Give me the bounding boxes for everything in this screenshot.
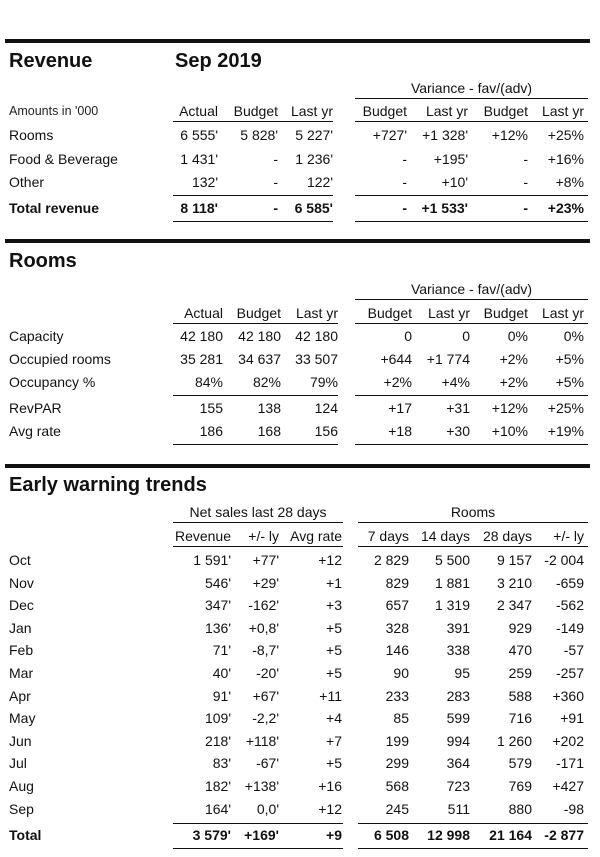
table-cell: +17 — [388, 400, 412, 416]
column-header: Last yr — [290, 103, 333, 119]
table-cell: 1 591' — [193, 552, 231, 568]
column-header: +/- ly — [553, 528, 584, 544]
table-cell: +12 — [318, 801, 342, 817]
table-cell: 657 — [385, 597, 409, 613]
header-underline — [173, 546, 343, 547]
table-cell: 994 — [446, 733, 470, 749]
table-cell: -2 877 — [544, 827, 584, 843]
table-cell: +30 — [446, 423, 470, 439]
table-cell: 364 — [446, 755, 470, 771]
table-cell: -8,7' — [252, 642, 279, 658]
row-label: Capacity — [9, 328, 64, 344]
column-header: Last yr — [427, 305, 470, 321]
table-cell: +4% — [441, 374, 470, 390]
table-cell: 0% — [563, 328, 584, 344]
table-cell: +11 — [319, 688, 342, 704]
table-cell: 132' — [191, 174, 218, 190]
table-cell: 0% — [507, 328, 528, 344]
table-cell: +118' — [245, 733, 279, 749]
group-line — [355, 395, 588, 396]
table-cell: +169' — [244, 827, 279, 843]
table-cell: 33 507 — [295, 351, 338, 367]
table-cell: -162' — [248, 597, 279, 613]
table-cell: 1 881 — [434, 575, 470, 591]
table-cell: 769 — [508, 778, 532, 794]
table-cell: 138 — [257, 400, 281, 416]
table-cell: +5% — [555, 351, 584, 367]
table-cell: 186 — [199, 423, 223, 439]
table-cell: -659 — [555, 575, 584, 591]
table-cell: +5 — [326, 755, 342, 771]
row-label: Dec — [9, 597, 34, 613]
table-cell: 328 — [385, 620, 409, 636]
table-cell: 122' — [306, 174, 333, 190]
table-cell: 12 998 — [427, 827, 470, 843]
table-cell: +2% — [499, 351, 528, 367]
table-cell: 42 180 — [180, 328, 223, 344]
table-cell: 84% — [194, 374, 223, 390]
table-cell: +5% — [555, 374, 584, 390]
row-label: Occupancy % — [9, 374, 96, 390]
table-cell: +16% — [547, 151, 584, 167]
total-underline — [173, 221, 333, 222]
row-label: Apr — [9, 688, 31, 704]
table-cell: 5 500 — [434, 552, 470, 568]
header-underline — [173, 323, 338, 324]
table-cell: 95 — [454, 665, 470, 681]
column-header: Budget — [483, 103, 528, 119]
table-cell: +31 — [446, 400, 470, 416]
table-cell: -2,2' — [252, 710, 279, 726]
table-cell: 168 — [257, 423, 281, 439]
variance-header: Variance - fav/(adv) — [410, 281, 533, 297]
table-cell: +67' — [252, 688, 279, 704]
group-line — [173, 395, 338, 396]
subtotal-line — [355, 195, 588, 196]
table-cell: 82% — [252, 374, 281, 390]
table-cell: +138' — [244, 778, 279, 794]
table-cell: 109' — [204, 710, 231, 726]
row-label: Mar — [9, 665, 34, 681]
table-cell: 599 — [446, 710, 470, 726]
column-header: 28 days — [482, 528, 532, 544]
table-cell: 155 — [199, 400, 223, 416]
table-cell: +18 — [388, 423, 412, 439]
table-cell: -2 004 — [544, 552, 584, 568]
table-cell: 347' — [204, 597, 231, 613]
table-cell: +202 — [552, 733, 584, 749]
table-cell: 568 — [385, 778, 409, 794]
table-cell: -562 — [555, 597, 584, 613]
variance-header: Variance - fav/(adv) — [410, 80, 533, 96]
table-cell: +25% — [547, 127, 584, 143]
table-cell: +16 — [318, 778, 342, 794]
table-cell: 85 — [393, 710, 409, 726]
column-header: Budget — [483, 305, 528, 321]
table-cell: 0,0' — [256, 801, 279, 817]
table-cell: 723 — [446, 778, 470, 794]
table-cell: 182' — [204, 778, 231, 794]
row-label: Avg rate — [9, 423, 61, 439]
table-cell: 233 — [385, 688, 409, 704]
table-cell: 40' — [212, 665, 231, 681]
row-label: Other — [9, 174, 45, 190]
table-cell: - — [273, 200, 278, 216]
table-cell: +91 — [560, 710, 584, 726]
table-cell: -257 — [555, 665, 584, 681]
table-cell: -149 — [555, 620, 584, 636]
table-cell: 218' — [204, 733, 231, 749]
table-cell: +10% — [491, 423, 528, 439]
table-cell: +12% — [491, 400, 528, 416]
group-header-rooms: Rooms — [450, 504, 496, 520]
row-label: RevPAR — [9, 400, 62, 416]
total-underline — [173, 848, 343, 849]
table-cell: +29' — [252, 575, 279, 591]
table-cell: 0 — [404, 328, 412, 344]
table-cell: 42 180 — [238, 328, 281, 344]
column-header: Revenue — [174, 528, 231, 544]
table-cell: 338 — [446, 642, 470, 658]
table-cell: 164' — [204, 801, 231, 817]
column-header: Budget — [367, 305, 412, 321]
table-cell: 79% — [309, 374, 338, 390]
table-cell: +727' — [372, 127, 407, 143]
table-cell: +5 — [326, 642, 342, 658]
table-cell: 470 — [508, 642, 532, 658]
table-cell: +4 — [326, 710, 342, 726]
table-cell: 6 508 — [373, 827, 409, 843]
column-header: Actual — [179, 103, 218, 119]
group-header-net-sales: Net sales last 28 days — [189, 504, 327, 520]
table-cell: 1 431' — [180, 151, 218, 167]
column-header: 7 days — [367, 528, 409, 544]
section-title-revenue: Revenue — [9, 50, 93, 72]
table-cell: 136' — [204, 620, 231, 636]
row-label: Food & Beverage — [9, 151, 118, 167]
column-header: Actual — [184, 305, 223, 321]
row-label: May — [9, 710, 36, 726]
table-cell: +7 — [326, 733, 342, 749]
table-cell: +5 — [326, 665, 342, 681]
section-title-trends: Early warning trends — [9, 474, 207, 496]
subtotal-line — [358, 823, 588, 824]
table-bottom-line — [173, 444, 338, 445]
total-underline — [358, 848, 588, 849]
table-cell: - — [402, 151, 407, 167]
column-header: Last yr — [541, 103, 584, 119]
table-cell: -67' — [256, 755, 279, 771]
table-cell: +23% — [547, 200, 584, 216]
table-cell: 90 — [393, 665, 409, 681]
table-cell: 716 — [508, 710, 532, 726]
table-cell: - — [402, 174, 407, 190]
table-cell: +25% — [547, 400, 584, 416]
table-cell: +1 328' — [422, 127, 468, 143]
column-header: Budget — [233, 103, 278, 119]
table-cell: +644 — [380, 351, 412, 367]
variance-underline — [355, 299, 588, 300]
table-cell: - — [273, 174, 278, 190]
subtotal-line — [173, 195, 333, 196]
header-underline — [355, 121, 588, 122]
subtotal-line — [173, 823, 343, 824]
column-header: Budget — [362, 103, 407, 119]
table-cell: +9 — [326, 827, 342, 843]
table-cell: +19% — [547, 423, 584, 439]
row-label: Rooms — [9, 127, 54, 143]
group-underline — [173, 522, 343, 523]
section-divider — [5, 239, 590, 243]
table-cell: +1 774 — [426, 351, 470, 367]
table-cell: 245 — [385, 801, 409, 817]
column-header: Avg rate — [290, 528, 342, 544]
table-cell: 6 585' — [294, 200, 333, 216]
row-label: Total revenue — [9, 200, 99, 216]
table-cell: 42 180 — [295, 328, 338, 344]
table-cell: 91' — [212, 688, 231, 704]
row-label: Jul — [9, 755, 27, 771]
row-label: Aug — [9, 778, 34, 794]
table-cell: +427 — [552, 778, 584, 794]
column-header: Last yr — [295, 305, 338, 321]
table-cell: 83' — [212, 755, 231, 771]
table-cell: +195' — [433, 151, 468, 167]
table-cell: -171 — [555, 755, 584, 771]
table-cell: +3 — [326, 597, 342, 613]
table-cell: - — [523, 200, 528, 216]
table-cell: 3 210 — [496, 575, 532, 591]
table-cell: 588 — [508, 688, 532, 704]
table-cell: 829 — [385, 575, 409, 591]
table-cell: 391 — [446, 620, 470, 636]
table-cell: -57 — [563, 642, 584, 658]
table-cell: 2 829 — [373, 552, 409, 568]
table-cell: 5 227' — [295, 127, 333, 143]
section-divider — [5, 464, 590, 468]
section-title-rooms: Rooms — [9, 250, 77, 272]
table-cell: 9 157 — [496, 552, 532, 568]
table-cell: 71' — [212, 642, 231, 658]
column-header: Last yr — [425, 103, 468, 119]
table-cell: - — [523, 151, 528, 167]
variance-underline — [355, 98, 588, 99]
table-cell: 259 — [508, 665, 532, 681]
table-cell: +10' — [441, 174, 468, 190]
table-cell: 546' — [204, 575, 231, 591]
table-cell: +1 — [326, 575, 342, 591]
table-cell: 6 555' — [180, 127, 218, 143]
table-cell: 880 — [508, 801, 532, 817]
row-label: Oct — [9, 552, 31, 568]
table-cell: 579 — [508, 755, 532, 771]
table-cell: +77' — [252, 552, 279, 568]
table-bottom-line — [355, 444, 588, 445]
table-cell: - — [523, 174, 528, 190]
table-cell: 299 — [385, 755, 409, 771]
table-cell: +360 — [552, 688, 584, 704]
table-cell: +5 — [326, 620, 342, 636]
table-cell: 511 — [447, 801, 470, 817]
header-underline — [173, 121, 333, 122]
table-cell: 1 236' — [295, 151, 333, 167]
table-cell: - — [273, 151, 278, 167]
table-cell: 3 579' — [192, 827, 231, 843]
table-cell: 0 — [462, 328, 470, 344]
group-underline — [358, 522, 588, 523]
table-cell: -98 — [563, 801, 584, 817]
table-cell: 929 — [508, 620, 532, 636]
table-cell: 5 828' — [240, 127, 278, 143]
row-label: Jan — [9, 620, 32, 636]
period-label: Sep 2019 — [175, 50, 262, 72]
row-label: Feb — [9, 642, 34, 658]
table-cell: +0,8' — [248, 620, 279, 636]
table-cell: 156 — [314, 423, 338, 439]
amounts-label: Amounts in '000 — [9, 104, 99, 118]
table-cell: 146 — [385, 642, 409, 658]
table-cell: 124 — [314, 400, 338, 416]
row-label: Nov — [9, 575, 34, 591]
table-cell: +2% — [499, 374, 528, 390]
table-cell: -20' — [256, 665, 279, 681]
table-cell: 1 319 — [434, 597, 470, 613]
table-cell: 35 281 — [180, 351, 223, 367]
table-cell: +8% — [555, 174, 584, 190]
column-header: +/- ly — [248, 528, 279, 544]
row-label: Jun — [9, 733, 32, 749]
header-underline — [355, 323, 588, 324]
table-cell: 1 260 — [496, 733, 532, 749]
table-cell: +12% — [491, 127, 528, 143]
table-cell: - — [402, 200, 407, 216]
column-header: Budget — [236, 305, 281, 321]
table-cell: +12 — [318, 552, 342, 568]
table-cell: 199 — [385, 733, 409, 749]
column-header: 14 days — [420, 528, 470, 544]
table-cell: 2 347 — [496, 597, 532, 613]
row-label: Occupied rooms — [9, 351, 111, 367]
row-label: Total — [9, 827, 42, 843]
table-cell: +1 533' — [421, 200, 468, 216]
table-cell: 21 164 — [489, 827, 532, 843]
table-cell: +2% — [383, 374, 412, 390]
column-header: Last yr — [541, 305, 584, 321]
header-underline — [358, 546, 588, 547]
table-cell: 34 637 — [238, 351, 281, 367]
table-cell: 8 118' — [180, 200, 218, 216]
table-cell: 283 — [446, 688, 470, 704]
row-label: Sep — [9, 801, 34, 817]
section-divider — [5, 39, 590, 43]
total-underline — [355, 221, 588, 222]
